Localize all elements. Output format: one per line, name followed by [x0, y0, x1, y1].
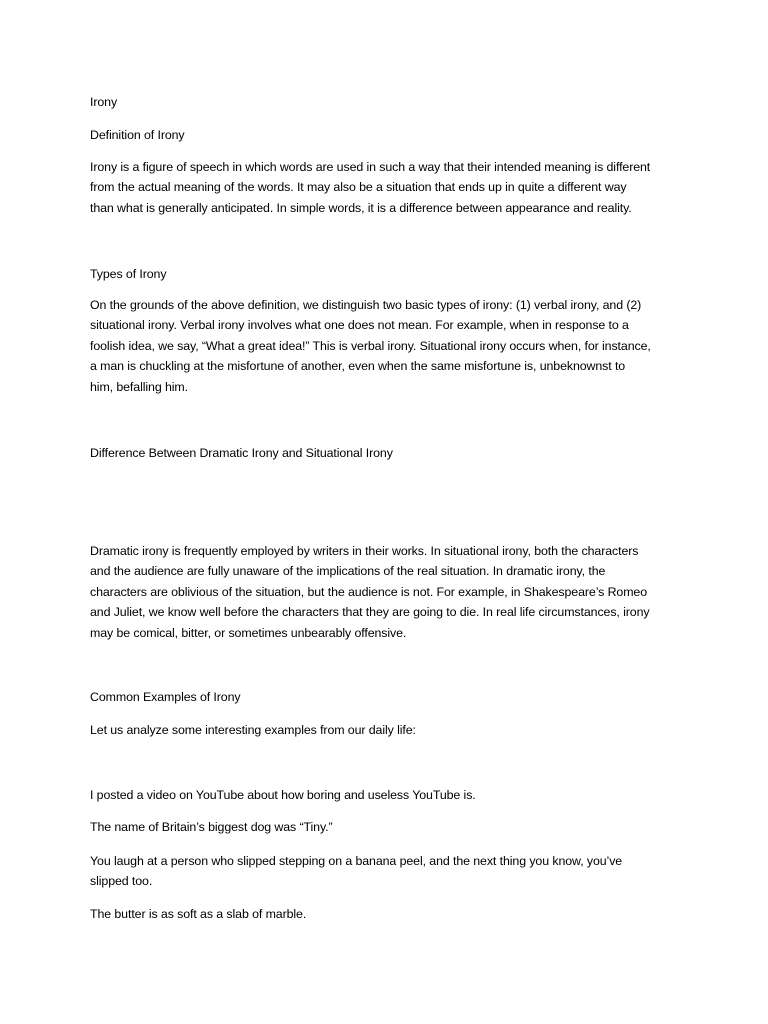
- types-heading: Types of Irony: [90, 267, 167, 281]
- paragraph-line: On the grounds of the above definition, we distinguish two basic types of irony: (1) verbal irony, and (2): [90, 298, 642, 312]
- paragraph-line: than what is generally anticipated. In simple words, it is a difference between appearance and reality.: [90, 200, 632, 215]
- paragraph-line: and Juliet, we know well before the characters that they are going to die. In real life circumstances, irony: [90, 605, 650, 620]
- example-item: [90, 851, 680, 892]
- example-item: [90, 785, 680, 805]
- example-line: slipped too.: [90, 874, 153, 889]
- paragraph-line: from the actual meaning of the words. It may also be a situation that ends up in quite a different way: [90, 180, 627, 195]
- examples-heading: Common Examples of Irony: [90, 690, 241, 704]
- paragraph-line: Irony is a figure of speech in which words are used in such a way that their intended meaning is different: [90, 160, 651, 174]
- paragraph-line: Dramatic irony is frequently employed by writers in their works. In situational irony, both the characters: [90, 544, 639, 558]
- paragraph-line: situational irony. Verbal irony involves what one does not mean. For example, when in response to a: [90, 318, 629, 333]
- document-title: Irony: [90, 95, 118, 109]
- definition-heading: Definition of Irony: [90, 128, 185, 142]
- example-item: [90, 817, 680, 837]
- example-line: You laugh at a person who slipped stepping on a banana peel, and the next thing you know, you’ve: [90, 854, 623, 868]
- paragraph-line: and the audience are fully unaware of the implications of the real situation. In dramatic irony, the: [90, 564, 606, 579]
- example-line: The butter is as soft as a slab of marble.: [90, 907, 307, 921]
- difference-heading: Difference Between Dramatic Irony and Situational Irony: [90, 446, 393, 460]
- examples-intro: Let us analyze some interesting examples from our daily life:: [90, 723, 416, 737]
- paragraph-line: characters are oblivious of the situation, but the audience is not. For example, in Shakespeare’s Romeo: [90, 584, 648, 599]
- paragraph-line: may be comical, bitter, or sometimes unbearably offensive.: [90, 625, 407, 640]
- paragraph-line: foolish idea, we say, “What a great idea!” This is verbal irony. Situational irony occurs when, for instance,: [90, 338, 651, 353]
- definition-paragraph: [90, 157, 680, 218]
- types-paragraph: [90, 295, 680, 397]
- paragraph-line: him, befalling him.: [90, 379, 188, 394]
- example-line: I posted a video on YouTube about how boring and useless YouTube is.: [90, 788, 476, 802]
- paragraph-line: a man is chuckling at the misfortune of another, even when the same misfortune is, unbeknownst to: [90, 359, 626, 374]
- difference-paragraph: [90, 541, 680, 643]
- example-item: [90, 904, 680, 924]
- example-line: The name of Britain’s biggest dog was “Tiny.”: [90, 820, 333, 834]
